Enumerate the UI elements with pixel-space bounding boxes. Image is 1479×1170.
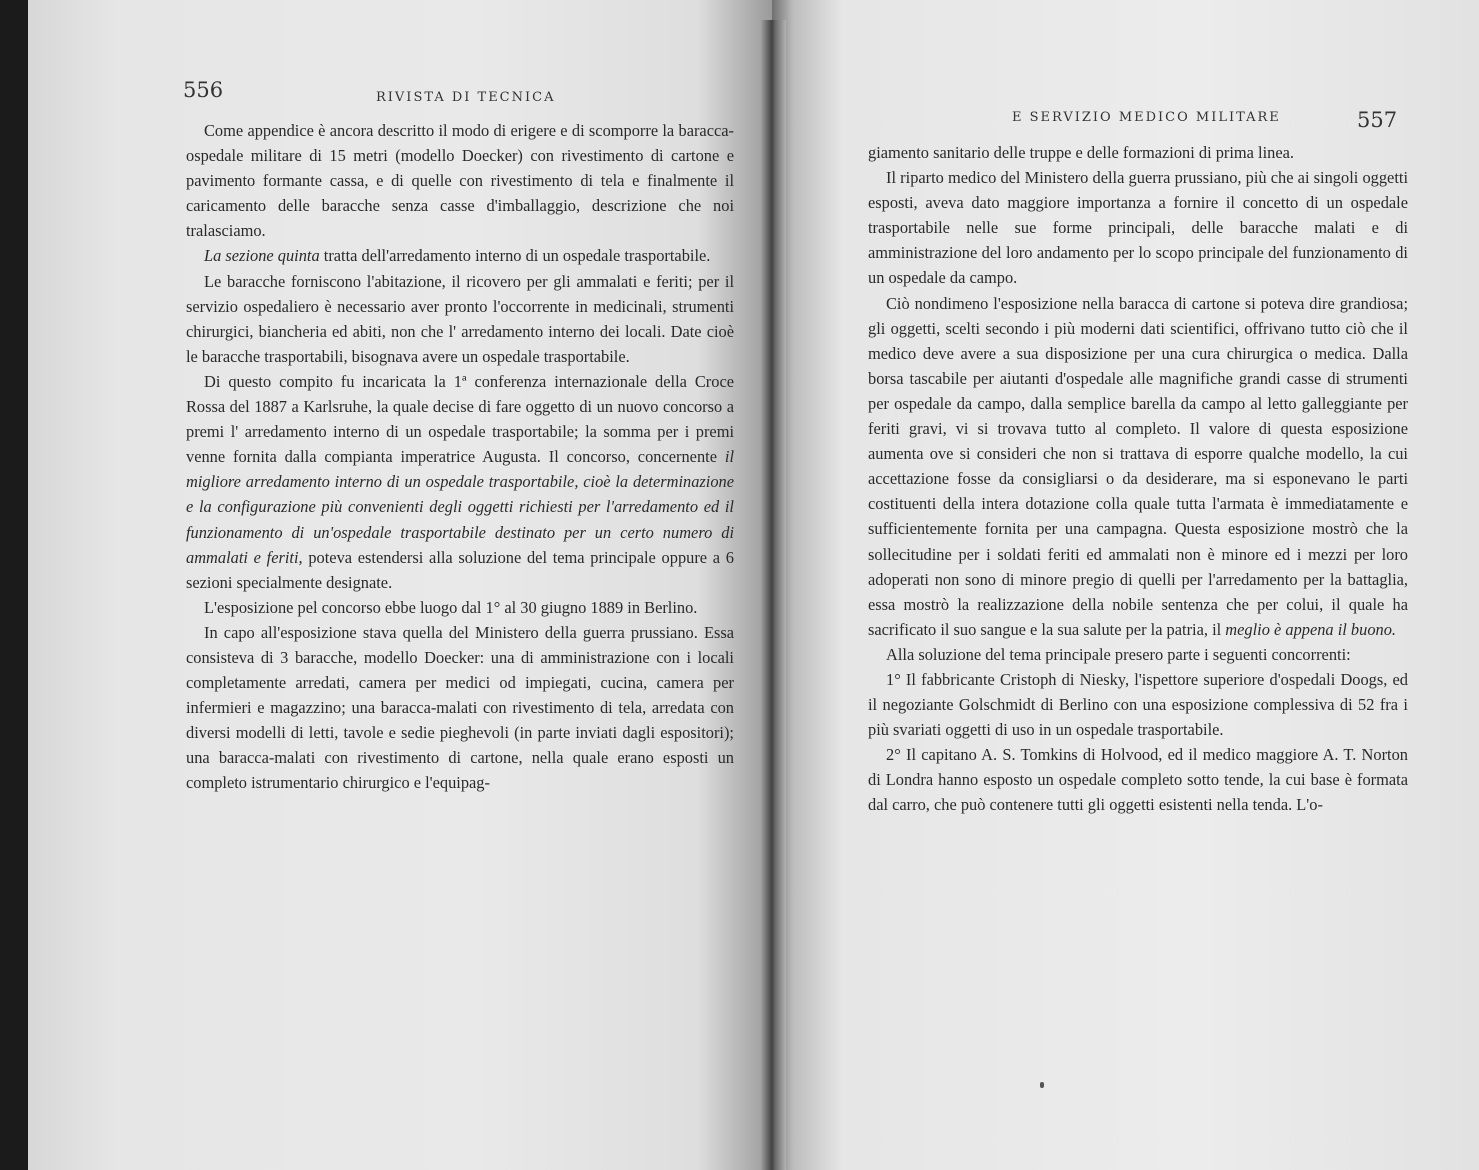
italic-motto: meglio è appena il buono.: [1225, 619, 1397, 639]
left-text-block: [186, 118, 734, 796]
left-paragraph-2-text: tratta dell'arredamento interno di un ospedale trasportabile.: [323, 246, 711, 266]
left-paragraph-2: [186, 243, 734, 268]
left-paragraph-6: In capo all'esposizione stava quella del Ministero della guerra prussiano. Essa consisteva di 3 baracche, modello Doecker: una di amministrazione con i locali completamente arredati, camera per medici od impiegati, cucina, camera per infermieri e magazzino; una baracca-malati con rivestimento di tela, arredata con diversi modelli di letti, tavole e sedie pieghevoli (in parte inviati dagli espositori); una baracca-malati con rivestimento di cartone, nella quale erano esposti un completo istrumentario chirurgico e l'equipag-: [186, 622, 734, 793]
italic-concorso-title: il migliore arredamento interno di un ospedale trasportabile, cioè la determinazione e la configurazione più convenienti degli oggetti richiesti per l'arredamento ed il funzionamento di un'ospedale trasportabile destinato per un certo numero di ammalati e feriti,: [186, 447, 734, 567]
right-paragraph-3: [868, 291, 1408, 642]
right-paragraph-3-text: Ciò nondimeno l'esposizione nella baracca di cartone si poteva dire grandiosa; gli oggetti, scelti secondo i più moderni dati scientifici, offrivano tutto ciò che il medico deve avere a sua disposizione per una cura chirurgica o medica. Dalla borsa tascabile per aiutanti d'ospedale alle magnifiche grandi casse di strumenti per ospedale da campo, dalla semplice barella da campo al letto galleggiante per feriti gravi, vi si trovava tutto al completo. Il valore di questa esposizione aumenta ove si consideri che non si trattava di esporre qualche modello, la cui accettazione fosse da consigliarsi o da desiderare, ma si esponevano le parti costituenti della intera dotazione colla quale tutta l'armata è immediatamente e sufficientemente fornita per una campagna. Questa esposizione mostrò che la sollecitudine per i soldati feriti ed ammalati non è minore ed i mezzi per loro adoperati non sono di minore pregio di quelli per l'arredamento per la battaglia, essa mostrò la realizzazione della nobile sentenza che per colui, il quale ha sacrificato il suo sangue e la sua salute per la patria, il: [868, 293, 1408, 639]
right-paragraph-2: Il riparto medico del Ministero della guerra prussiano, più che ai singoli oggetti esposti, aveva dato maggiore importanza a fornire il concetto di un ospedale trasportabile nelle sue forme principali, delle baracche malati e di amministrazione del loro andamento per lo scopo principale del funzionamento di un ospedale da campo.: [868, 168, 1408, 288]
right-text-block: [868, 140, 1408, 818]
ink-speck: [1040, 1082, 1044, 1088]
book-spine-gutter: [760, 20, 786, 1170]
left-running-title: RIVISTA DI TECNICA: [376, 90, 556, 105]
left-paragraph-1: Come appendice è ancora descritto il modo di erigere e di scomporre la baracca-ospedale militare di 15 metri (modello Doecker) con rivestimento di cartone e pavimento formante cassa, e di quelle con rivestimento di tela e finalmente il caricamento delle baracche senza casse d'imballaggio, descrizione che noi tralasciamo.: [186, 121, 734, 241]
right-paragraph-6: 2° Il capitano A. S. Tomkins di Holvood, ed il medico maggiore A. T. Norton di Londra hanno esposto un ospedale completo sotto tende, la cui base è formata dal carro, che può contenere tutti gli oggetti esistenti nella tenda. L'o-: [868, 745, 1408, 815]
italic-sezione-quinta: La sezione quinta: [204, 246, 320, 266]
right-page-number: 557: [1357, 108, 1398, 132]
left-paragraph-4-end: poteva estendersi alla soluzione del tema principale oppure a 6 sezioni specialmente designate.: [186, 547, 734, 592]
right-paragraph-5: 1° Il fabbricante Cristoph di Niesky, l'ispettore superiore d'ospedali Doogs, ed il negoziante Golschmidt di Berlino con una esposizione complessiva di 52 fra i più svariati oggetti di uso in un ospedale trasportabile.: [868, 669, 1408, 740]
right-paragraph-4: Alla soluzione del tema principale presero parte i seguenti concorrenti:: [886, 644, 1351, 664]
left-paragraph-3: Le baracche forniscono l'abitazione, il ricovero per gli ammalati e feriti; per il servizio ospedaliero è necessario aver pronto l'occorrente in medicinali, strumenti chirurgici, biancheria ed abiti, non che l' arredamento interno dei locali. Date cioè le baracche trasportabili, bisognava avere un ospedale trasportabile.: [186, 271, 734, 366]
right-running-title: E SERVIZIO MEDICO MILITARE: [1012, 110, 1281, 125]
left-page-number: 556: [183, 78, 224, 102]
left-paragraph-5: L'esposizione pel concorso ebbe luogo dal 1° al 30 giugno 1889 in Berlino.: [204, 597, 698, 617]
right-paragraph-1: giamento sanitario delle truppe e delle formazioni di prima linea.: [868, 143, 1295, 162]
left-page: [28, 0, 772, 1170]
left-paragraph-4: [186, 369, 734, 595]
right-page: [772, 0, 1479, 1170]
left-paragraph-4-text: Di questo compito fu incaricata la 1ª conferenza internazionale della Croce Rossa del 1887 a Karlsruhe, la quale decise di fare oggetto di un nuovo concorso a premi l' arredamento interno di un ospedale trasportabile; la somma per i premi venne fornita dalla compianta imperatrice Augusta. Il concorso, concernente: [186, 371, 734, 467]
